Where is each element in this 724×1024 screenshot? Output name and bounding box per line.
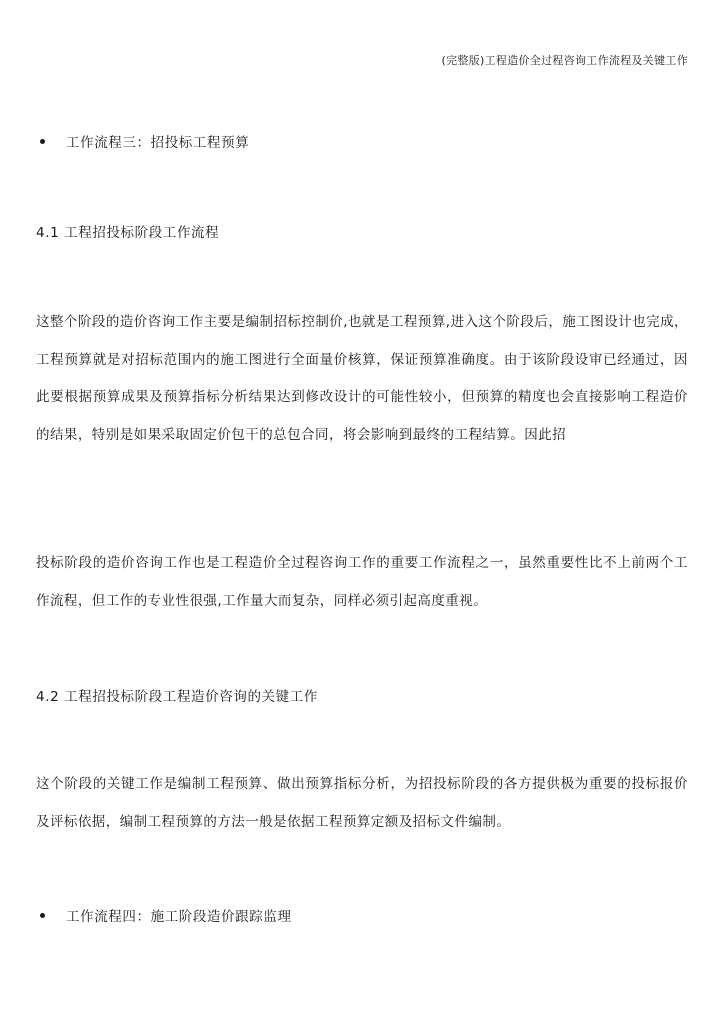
flow-3-heading: 工作流程三：招投标工程预算 — [66, 135, 250, 151]
paragraph-key-work: 这个阶段的关键工作是编制工程预算、做出预算指标分析，为招投标阶段的各方提供极为重要的投标报价及评标依据，编制工程预算的方法一般是依据工程预算定额及招标文件编制。 — [36, 776, 688, 830]
paragraph-consulting-importance: 投标阶段的造价咨询工作也是工程造价全过程咨询工作的重要工作流程之一，虽然重要性比不上前两个工作流程，但工作的专业性很强,工作量大而复杂，同样必须引起高度重视。 — [36, 555, 688, 609]
bullet-flow-4 — [40, 905, 292, 925]
bullet-flow-3 — [40, 131, 249, 151]
flow-4-heading: 工作流程四：施工阶段造价跟踪监理 — [66, 909, 292, 925]
bullet-dot-icon — [40, 139, 45, 144]
bullet-dot-icon — [40, 913, 45, 918]
section-heading-4-1: 4.1 工程招投标阶段工作流程 — [36, 225, 220, 241]
page-header-title: (完整版)工程造价全过程咨询工作流程及关键工作 — [441, 54, 688, 67]
section-heading-4-2: 4.2 工程招投标阶段工程造价咨询的关键工作 — [36, 689, 318, 705]
paragraph-stage-overview: 这整个阶段的造价咨询工作主要是编制招标控制价,也就是工程预算,进入这个阶段后，施工图设计也完成，工程预算就是对招标范围内的施工图进行全面量价核算，保证预算准确度。由于该阶段设审已经通过，因此要根据预算成果及预算指标分析结果达到修改设计的可能性较小，但预算的精度也会直接影响工程造价的结果，特别是如果采取固定价包干的总包合同，将会影响到最终的工程结算。因此招 — [36, 314, 688, 443]
